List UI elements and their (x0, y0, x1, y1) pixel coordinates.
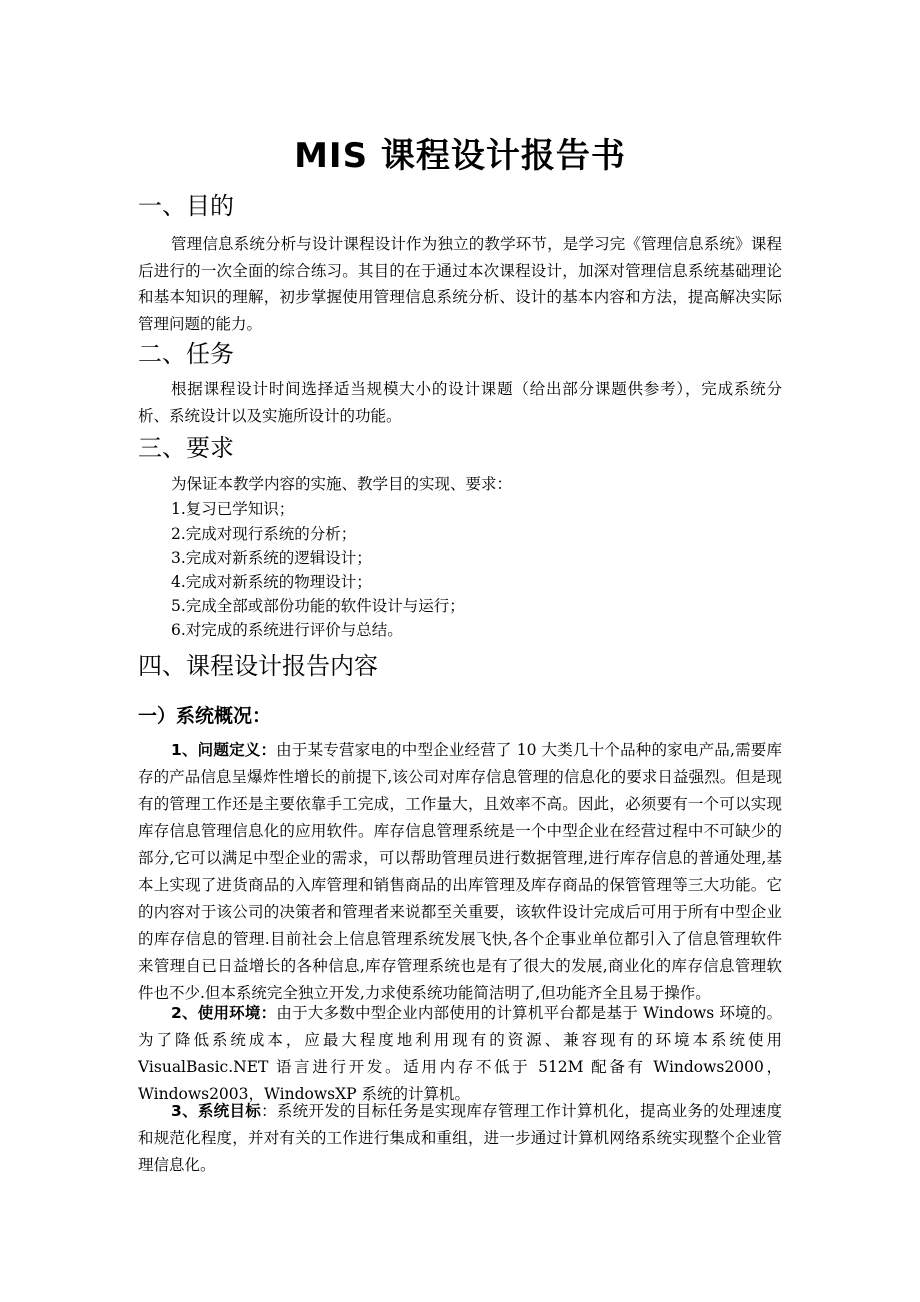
section-heading-requirements: 三、要求 (138, 434, 234, 462)
point-lead: 3、系统目标 (171, 1102, 262, 1120)
requirement-item: 6.对完成的系统进行评价与总结。 (171, 621, 403, 639)
requirement-item: 1.复习已学知识； (171, 500, 295, 518)
requirement-item: 5.完成全部或部份功能的软件设计与运行； (171, 597, 465, 615)
point-text: 由于大多数中型企业内部使用的计算机平台都是基于 Windows 环境的。为了降低系统成本，应最大程度地利用现有的资源、兼容现有的环境本系统使用 VisualBasic.NET 语言进行开发。适用内存不低于 512M 配备有 Windows2000，Windows2003，WindowsXP 系统的计算机。 (138, 1004, 782, 1103)
overview-point-system-goal (138, 1098, 782, 1179)
section-paragraph-purpose: 管理信息系统分析与设计课程设计作为独立的教学环节，是学习完《管理信息系统》课程后进行的一次全面的综合练习。其目的在于通过本次课程设计，加深对管理信息系统基础理论和基本知识的理解，初步掌握使用管理信息系统分析、设计的基本内容和方法，提高解决实际管理问题的能力。 (138, 235, 782, 333)
section-heading-purpose: 一、目的 (138, 192, 234, 220)
section-heading-report-content: 四、课程设计报告内容 (138, 652, 378, 680)
point-lead: 1、问题定义： (171, 741, 277, 759)
overview-point-environment (138, 1000, 782, 1108)
requirements-intro: 为保证本教学内容的实施、教学目的实现、要求： (171, 475, 513, 493)
document-title: MIS 课程设计报告书 (294, 136, 626, 176)
subsection-heading-system-overview: 一）系统概况： (138, 705, 272, 727)
section-paragraph-task: 根据课程设计时间选择适当规模大小的设计课题（给出部分课题供参考），完成系统分析、系统设计以及实施所设计的功能。 (138, 380, 782, 425)
point-text: 由于某专营家电的中型企业经营了 10 大类几十个品种的家电产品,需要库存的产品信息呈爆炸性增长的前提下,该公司对库存信息管理的信息化的要求日益强烈。但是现有的管理工作还是主要依靠手工完成，工作量大，且效率不高。因此，必须要有一个可以实现库存信息管理信息化的应用软件。库存信息管理系统是一个中型企业在经营过程中不可缺少的部分,它可以满足中型企业的需求，可以帮助管理员进行数据管理,进行库存信息的普通处理,基本上实现了进货商品的入库管理和销售商品的出库管理及库存商品的保管管理等三大功能。它的内容对于该公司的决策者和管理者来说都至关重要，该软件设计完成后可用于所有中型企业的库存信息的管理.目前社会上信息管理系统发展飞快,各个企事业单位都引入了信息管理软件来管理自已日益增长的各种信息,库存管理系统也是有了很大的发展,商业化的库存信息管理软件也不少.但本系统完全独立开发,力求使系统功能简洁明了,但功能齐全且易于操作。 (138, 741, 782, 1002)
requirement-item: 2.完成对现行系统的分析； (171, 525, 357, 543)
requirement-item: 3.完成对新系统的逻辑设计； (171, 549, 372, 567)
requirement-item: 4.完成对新系统的物理设计； (171, 573, 372, 591)
point-lead: 2、使用环境： (171, 1004, 277, 1022)
overview-point-problem-definition (138, 737, 782, 1007)
point-text: 系统开发的目标任务是实现库存管理工作计算机化，提高业务的处理速度和规范化程度，并对有关的工作进行集成和重组，进一步通过计算机网络系统实现整个企业管理信息化。 (138, 1102, 782, 1174)
section-heading-task: 二、任务 (138, 340, 234, 368)
point-lead-suffix: ： (261, 1102, 277, 1120)
